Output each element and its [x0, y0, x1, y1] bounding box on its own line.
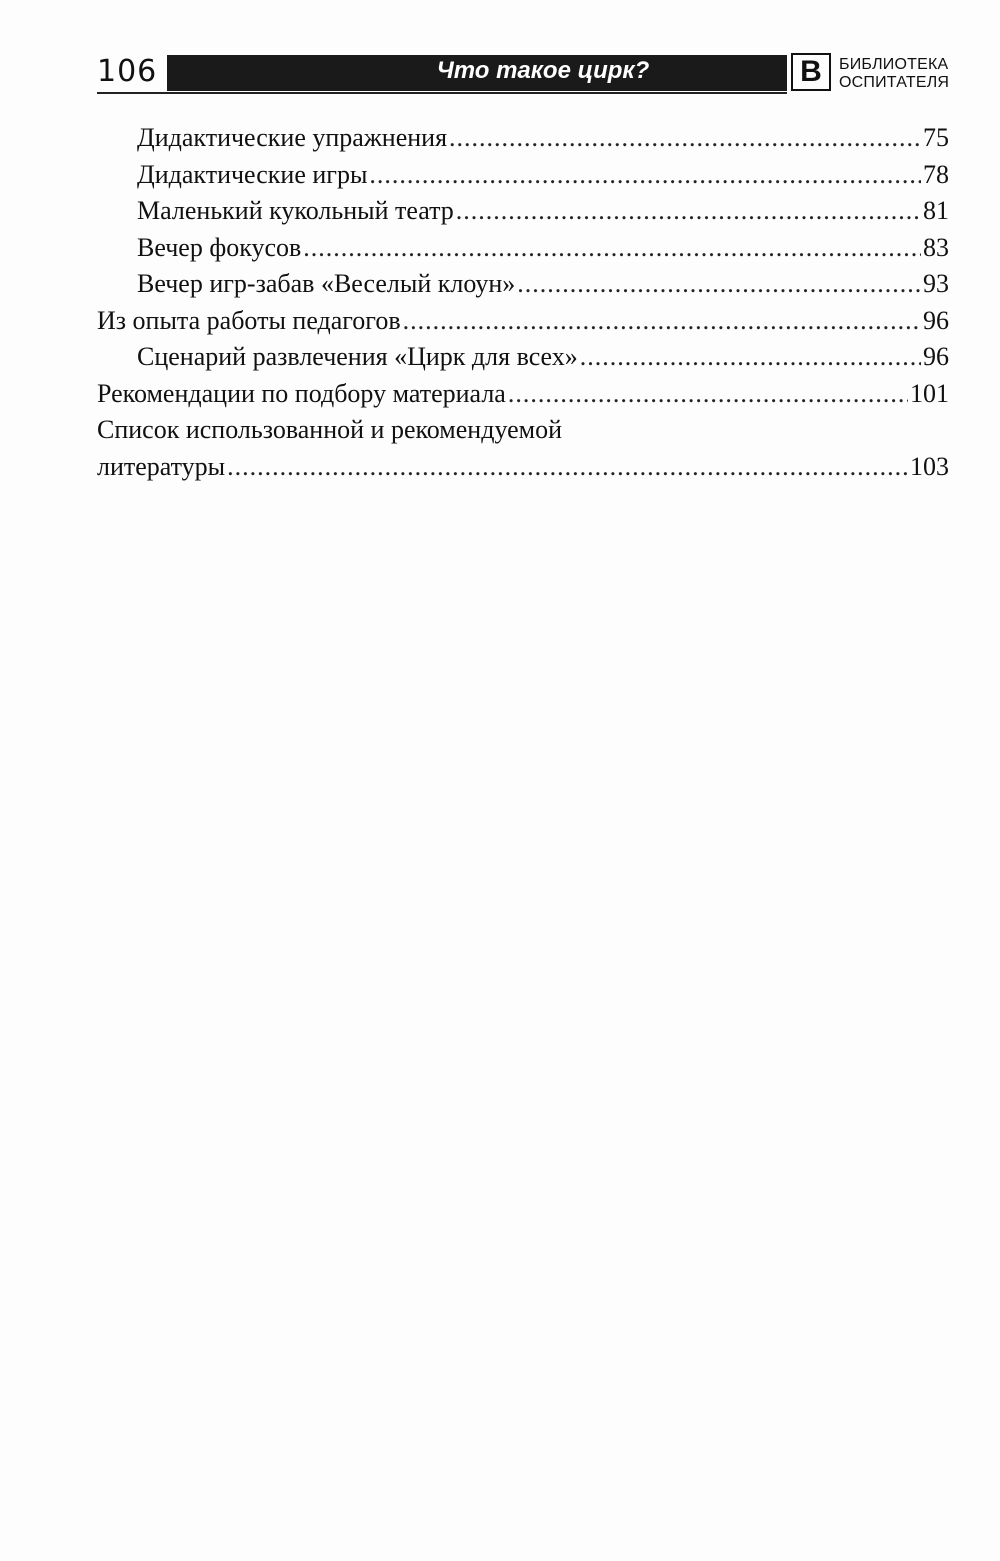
toc-entry-page: 78 [923, 159, 949, 189]
header-title-bar [167, 55, 879, 91]
logo-letter: В [791, 53, 831, 91]
toc-entry-page: 83 [923, 232, 949, 262]
dot-leader [227, 449, 908, 486]
toc-entry-label: Из опыта работы педагогов [97, 305, 401, 335]
toc-entry-label: Вечер игр-забав «Веселый клоун» [137, 269, 516, 298]
toc-entry [97, 120, 949, 157]
toc-entry-label: литературы [97, 451, 226, 481]
series-logo [787, 50, 957, 96]
toc-entry-label: Вечер фокусов [137, 232, 302, 262]
table-of-contents [97, 120, 949, 485]
running-header [97, 50, 957, 100]
logo-text-line-2: ОСПИТАТЕЛЯ [839, 74, 950, 91]
toc-entry-page: 101 [910, 378, 949, 408]
toc-entry [97, 412, 949, 449]
toc-entry [97, 230, 949, 267]
page-number: 106 [97, 54, 158, 89]
toc-entry [97, 339, 949, 376]
toc-entry-page: 75 [923, 123, 949, 152]
dot-leader [303, 230, 921, 267]
toc-entry [97, 266, 949, 303]
dot-leader [403, 303, 921, 340]
toc-entry-label: Дидактические игры [137, 159, 368, 189]
toc-entry-label: Список использованной и рекомендуемой [97, 415, 563, 444]
dot-leader [580, 339, 921, 376]
dot-leader [456, 193, 921, 230]
toc-entry-label: Рекомендации по подбору материала [97, 378, 506, 408]
toc-entry-page: 96 [923, 342, 949, 371]
logo-text-line-1: БИБЛИОТЕКА [839, 56, 949, 73]
toc-entry [97, 449, 949, 486]
toc-entry-label: Сценарий развлечения «Цирк для всех» [137, 342, 578, 371]
toc-entry [97, 376, 949, 413]
dot-leader [508, 376, 908, 413]
toc-entry-label: Дидактические упражнения [137, 123, 448, 152]
toc-entry-page: 81 [923, 196, 949, 225]
toc-entry-label: Маленький кукольный театр [137, 196, 454, 225]
toc-entry [97, 303, 949, 340]
book-title: Что такое цирк? [436, 57, 650, 84]
dot-leader [449, 120, 921, 157]
toc-entry [97, 157, 949, 194]
toc-entry-page: 103 [910, 451, 949, 481]
toc-entry [97, 193, 949, 230]
toc-entry-page: 96 [923, 305, 949, 335]
dot-leader [517, 266, 921, 303]
dot-leader [369, 157, 921, 194]
toc-entry-page: 93 [923, 269, 949, 298]
